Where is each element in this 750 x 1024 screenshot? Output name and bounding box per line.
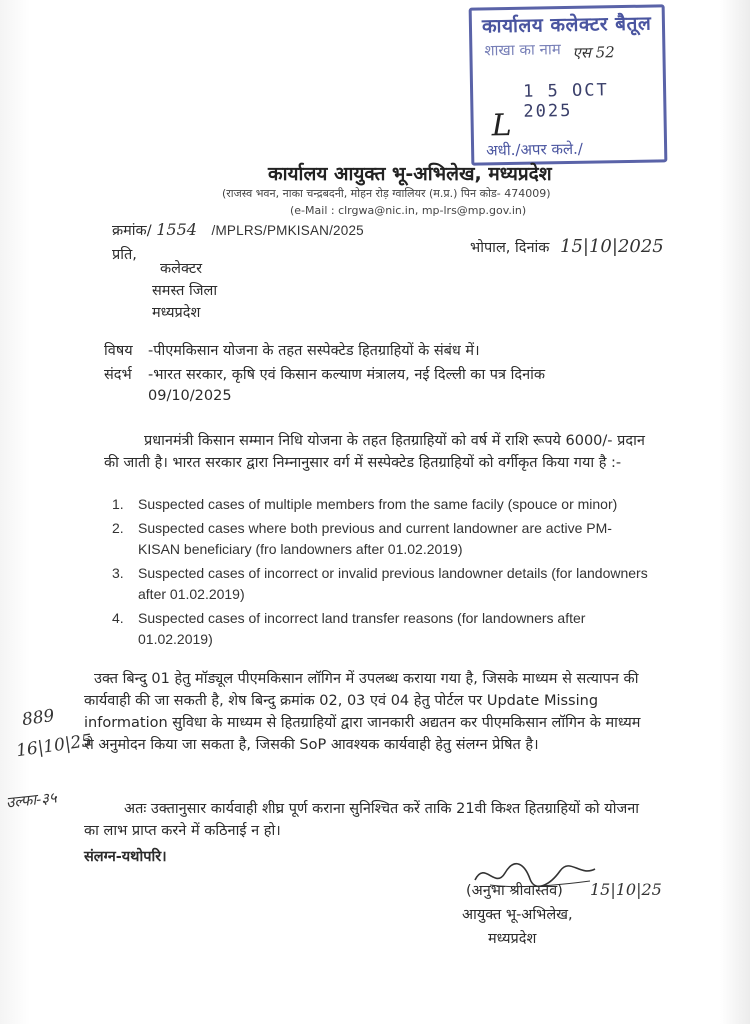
ref-number: 1554 <box>156 220 197 239</box>
margin-note-date: 16|10|25 <box>14 730 94 762</box>
list-item-text: Suspected cases where both previous and current landowner are active PM-KISAN beneficiary (fro landowners after 01.02.2019) <box>138 520 612 557</box>
subject-label: विषय <box>104 343 133 359</box>
place-date-label: भोपाल, दिनांक <box>470 240 550 256</box>
place-date <box>470 236 664 257</box>
stamp-received-date: 1 5 OCT 2025 <box>522 80 609 122</box>
stamp-inward-number: एस 52 <box>572 43 615 62</box>
signatory-name: (अनुभा श्रीवास्तव) <box>466 883 563 899</box>
margin-note-number: 889 <box>20 705 56 731</box>
enclosure-note: संलग्न-यथोपरि। <box>84 849 167 865</box>
office-address: (राजस्व भवन, नाका चन्द्रबदनी, मोहन रोड़ ग्वालियर (म.प्र.) पिन कोड- 474009) <box>222 187 551 200</box>
intro-paragraph: प्रधानमंत्री किसान सम्मान निधि योजना के तहत हितग्राहियों को वर्ष में राशि रूपये 6000/- प्रदान की जाती है। भारत सरकार द्वारा निम्नानुसार वर्ग में सस्पेक्टेड हितग्राहियों को वर्गीकृत किया गया है :- <box>104 433 645 471</box>
list-item-text: Suspected cases of multiple members from the same facily (spouce or minor) <box>138 496 618 512</box>
office-email: (e-Mail : clrgwa@nic.in, mp-lrs@mp.gov.in) <box>290 204 527 217</box>
recipient-line-2: समस्त जिला <box>152 283 218 299</box>
signatory-state: मध्यप्रदेश <box>488 931 537 947</box>
closing-paragraph: अतः उक्तानुसार कार्यवाही शीघ्र पूर्ण कराना सुनिश्चित करें ताकि 21वी किश्त हितग्राहियों को योजना का लाभ प्राप्त करने में कठिनाई न हो। <box>84 801 640 839</box>
margin-note-text: उल्फा-३५ <box>5 788 58 812</box>
list-item-number: 3. <box>112 565 124 581</box>
list-item <box>112 563 652 605</box>
stamp-branch-line: शाखा का नाम <box>484 40 561 60</box>
signatory-designation: आयुक्त भू-अभिलेख, <box>462 907 573 923</box>
list-item-text: Suspected cases of incorrect land transfer reasons (for landowners after 01.02.2019) <box>138 610 586 647</box>
recipient-line-1: कलेक्टर <box>160 261 203 277</box>
list-item-text: Suspected cases of incorrect or invalid previous landowner details (for landowners after 01.02.2019) <box>138 565 648 602</box>
suspected-cases-list <box>112 494 652 653</box>
list-item-number: 1. <box>112 496 124 512</box>
signature-date: 15|10|25 <box>590 880 662 899</box>
reference-line <box>112 220 364 240</box>
list-item <box>112 518 652 560</box>
stamp-office-line: कार्यालय कलेक्टर बैतूल <box>481 12 652 38</box>
list-item <box>112 608 652 650</box>
stamp-officer-line: अधी./अपर कले./ <box>485 139 584 160</box>
action-paragraph: उक्त बिन्दु 01 हेतु मॉड्यूल पीएमकिसान लॉगिन में उपलब्ध कराया गया है, जिसके माध्यम से सत्यापन की कार्यवाही की जा सकती है, शेष बिन्दु क्रमांक 02, 03 एवं 04 हेतु पोर्टल पर Update Missing information सुविधा के माध्यम से हितग्राहियों द्वारा जानकारी अद्यतन कर पीएमकिसान लॉगिन के माध्यम से अनुमोदन किया जा सकता है, जिसकी SoP आवश्यक कार्यवाही हेतु संलग्न प्रेषित है। <box>84 671 641 753</box>
reference-label: संदर्भ <box>104 367 132 383</box>
to-label: प्रति, <box>112 247 137 263</box>
recipient-line-3: मध्यप्रदेश <box>152 305 201 321</box>
list-item-number: 4. <box>112 610 124 626</box>
office-title: कार्यालय आयुक्त भू-अभिलेख, मध्यप्रदेश <box>268 163 552 185</box>
reference-text: -भारत सरकार, कृषि एवं किसान कल्याण मंत्रालय, नई दिल्ली का पत्र दिनांक <box>148 367 546 383</box>
list-item <box>112 494 652 515</box>
ref-code: /MPLRS/PMKISAN/2025 <box>211 223 364 238</box>
stamp-officer-initial: L <box>491 107 512 144</box>
list-item-number: 2. <box>112 520 124 536</box>
ref-label: क्रमांक/ <box>112 223 152 239</box>
letter-date: 15|10|2025 <box>560 236 664 257</box>
reference-date: 09/10/2025 <box>148 388 232 404</box>
receipt-stamp <box>469 4 668 165</box>
subject-text: -पीएमकिसान योजना के तहत सस्पेक्टेड हितग्राहियों के संबंध में। <box>148 343 480 359</box>
